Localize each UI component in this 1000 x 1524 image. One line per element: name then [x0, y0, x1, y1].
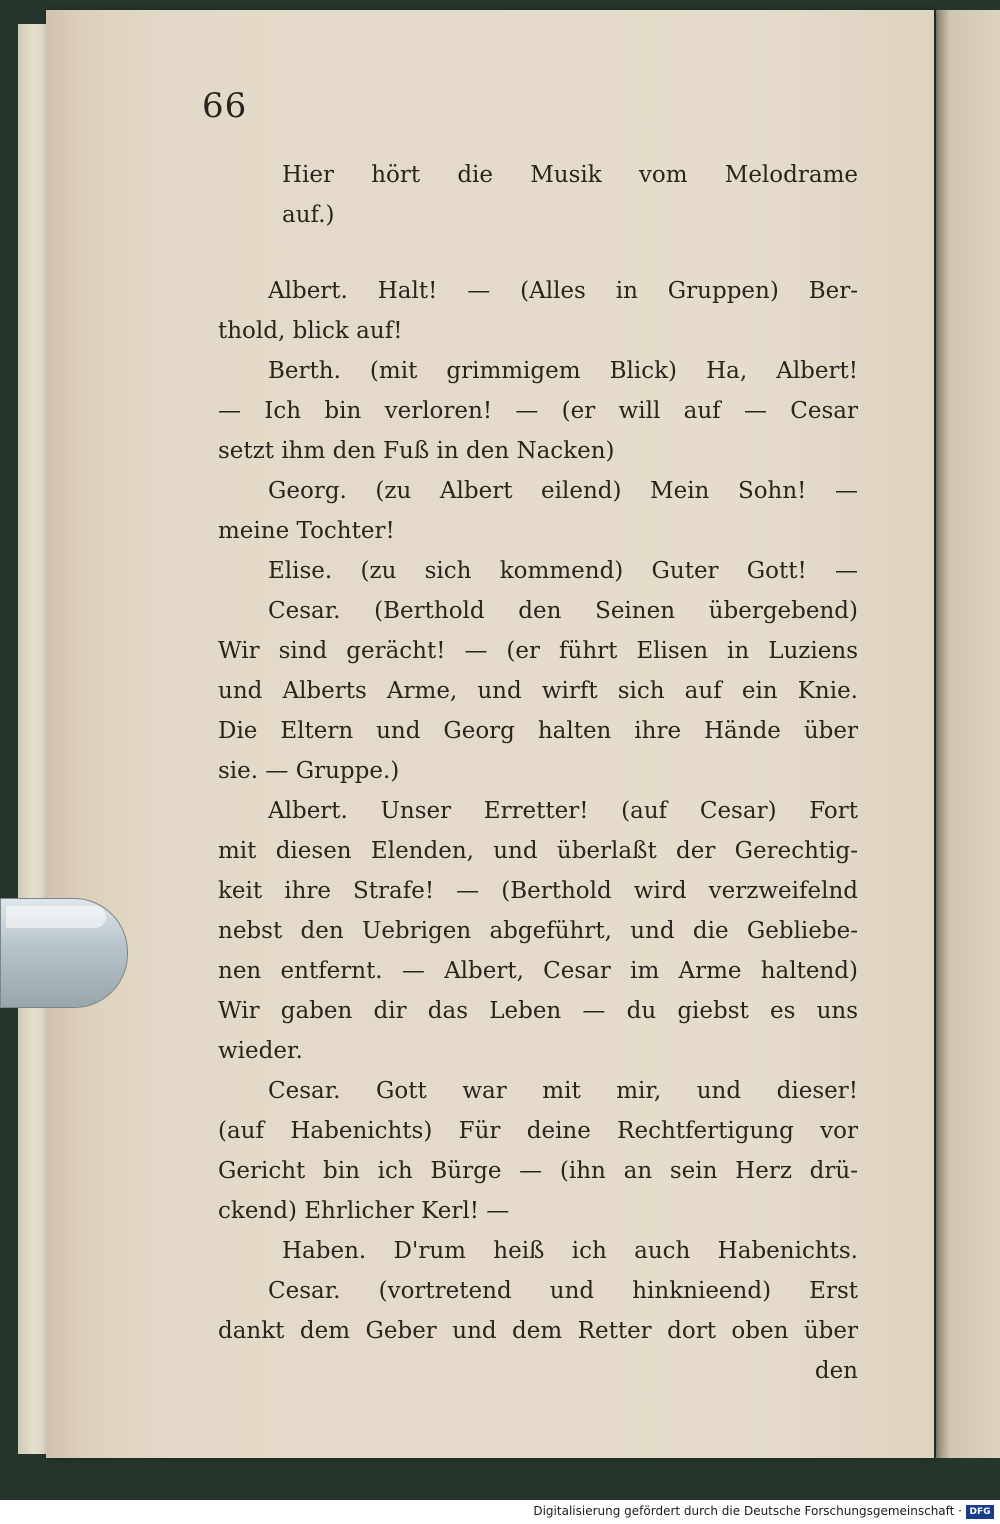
- text-line: nebst den Uebrigen abgeführt, und die Gebliebe-: [218, 918, 858, 944]
- text-line: Wir gaben dir das Leben — du giebst es uns: [218, 998, 858, 1024]
- text-line: (auf Habenichts) Für deine Rechtfertigung vor: [218, 1118, 858, 1144]
- text-line: thold, blick auf!: [218, 318, 403, 344]
- footer-bar: [0, 1500, 1000, 1524]
- text-line: Haben. D'rum heiß ich auch Habenichts.: [282, 1238, 858, 1264]
- text-line: keit ihre Strafe! — (Berthold wird verzweifelnd: [218, 878, 858, 904]
- text-line: Georg. (zu Albert eilend) Mein Sohn! —: [268, 478, 858, 504]
- text-line: ckend) Ehrlicher Kerl! —: [218, 1198, 510, 1224]
- text-line: Elise. (zu sich kommend) Guter Gott! —: [268, 558, 858, 584]
- text-line: auf.): [282, 202, 335, 228]
- text-line: Cesar. (Berthold den Seinen übergebend): [268, 598, 858, 624]
- text-line: Cesar. (vortretend und hinknieend) Erst: [268, 1278, 858, 1304]
- facing-page: [936, 10, 1000, 1458]
- text-line: Wir sind gerächt! — (er führt Elisen in Luziens: [218, 638, 858, 664]
- text-line: nen entfernt. — Albert, Cesar im Arme haltend): [218, 958, 858, 984]
- text-line: wieder.: [218, 1038, 303, 1064]
- text-line: Die Eltern und Georg halten ihre Hände über: [218, 718, 858, 744]
- text-line: Berth. (mit grimmigem Blick) Ha, Albert!: [268, 358, 858, 384]
- text-line: Gericht bin ich Bürge — (ihn an sein Herz drü-: [218, 1158, 858, 1184]
- text-line: Albert. Halt! — (Alles in Gruppen) Ber-: [268, 278, 858, 304]
- dfg-logo-icon: DFG: [966, 1505, 994, 1519]
- text-line: setzt ihm den Fuß in den Nacken): [218, 438, 615, 464]
- text-line: — Ich bin verloren! — (er will auf — Cesar: [218, 398, 858, 424]
- text-line: und Alberts Arme, und wirft sich auf ein Knie.: [218, 678, 858, 704]
- text-line: meine Tochter!: [218, 518, 395, 544]
- text-line: Hier hört die Musik vom Melodrame: [282, 162, 858, 188]
- text-line: sie. — Gruppe.): [218, 758, 400, 784]
- text-line: Albert. Unser Erretter! (auf Cesar) Fort: [268, 798, 858, 824]
- page-clip-icon: [0, 898, 128, 1008]
- footer-credit: Digitalisierung gefördert durch die Deutsche Forschungsgemeinschaft ·: [533, 1504, 962, 1518]
- catchword: den: [814, 1358, 858, 1384]
- clip-shine: [6, 906, 106, 928]
- text-line: dankt dem Geber und dem Retter dort oben über: [218, 1318, 858, 1344]
- text-line: mit diesen Elenden, und überlaßt der Gerechtig-: [218, 838, 858, 864]
- text-line: Cesar. Gott war mit mir, und dieser!: [268, 1078, 858, 1104]
- page-number: 66: [202, 86, 248, 126]
